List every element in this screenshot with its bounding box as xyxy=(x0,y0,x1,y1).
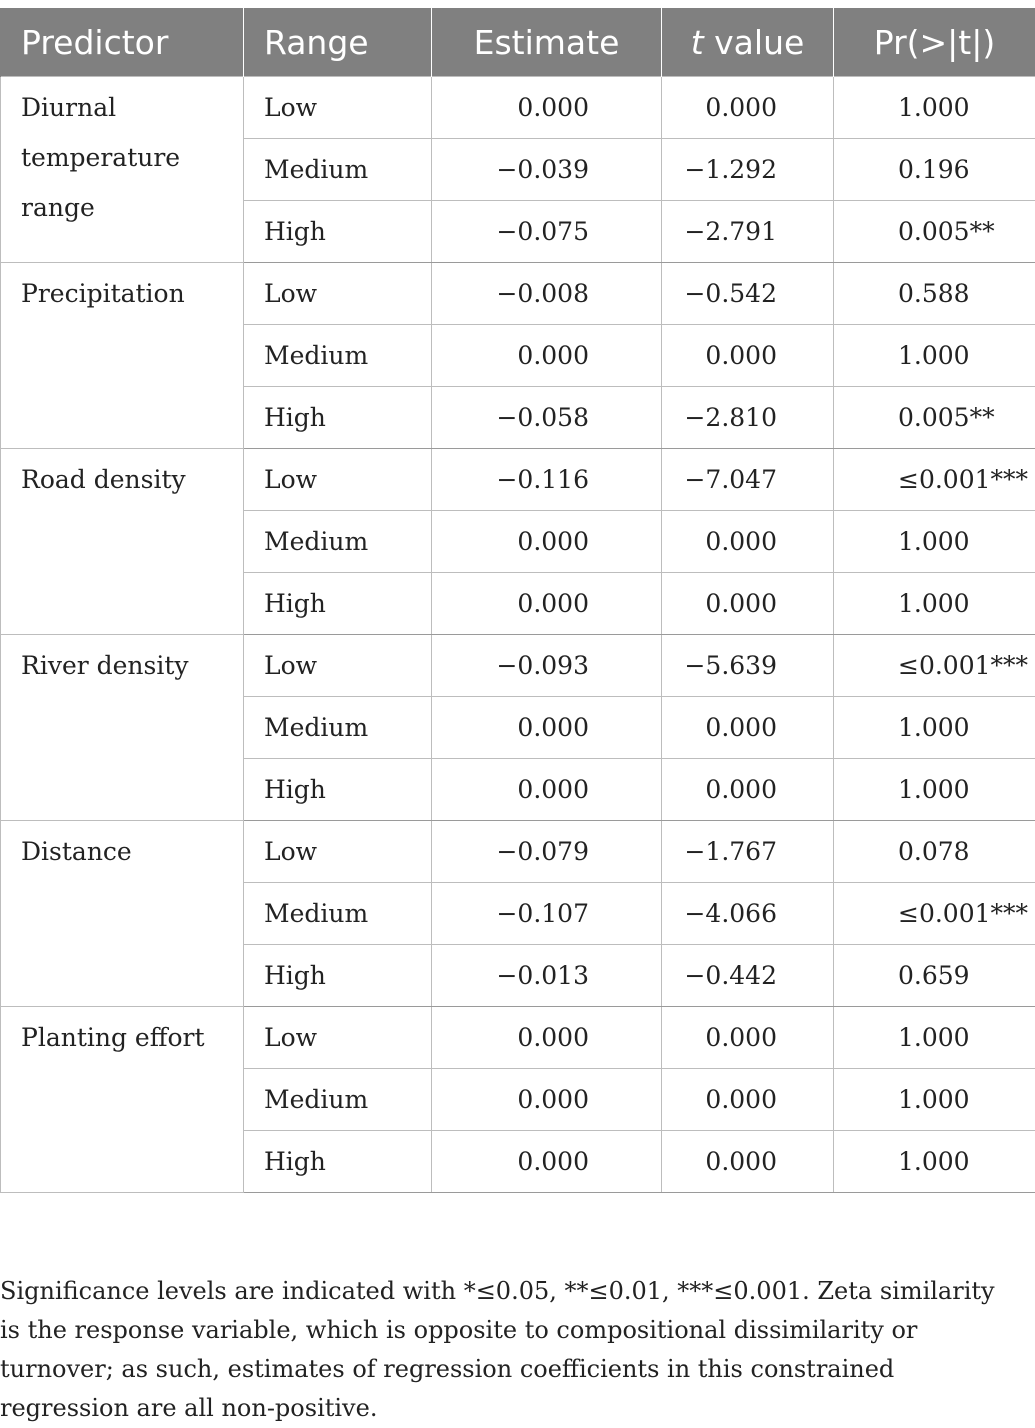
header-estimate: Estimate xyxy=(432,8,662,77)
header-p-value: Pr(>|t|) xyxy=(834,8,1035,77)
estimate-cell: −0.058 xyxy=(432,387,662,449)
table-row xyxy=(1,821,1035,883)
estimate-cell: 0.000 xyxy=(432,573,662,635)
header-range: Range xyxy=(244,8,432,77)
table-row xyxy=(1,1007,1035,1069)
t-value-cell: 0.000 xyxy=(662,573,834,635)
range-cell: High xyxy=(244,387,432,449)
p-value-cell: 1.000 xyxy=(834,573,1035,635)
t-value-cell: 0.000 xyxy=(662,759,834,821)
table-row xyxy=(1,635,1035,697)
p-value-cell: ≤0.001*** xyxy=(834,635,1035,697)
estimate-cell: 0.000 xyxy=(432,759,662,821)
range-cell: Low xyxy=(244,635,432,697)
range-cell: High xyxy=(244,945,432,1007)
predictor-cell: Road density xyxy=(1,449,244,635)
header-t-rest: value xyxy=(704,23,805,62)
p-value-cell: 0.005** xyxy=(834,201,1035,263)
table-row xyxy=(1,263,1035,325)
p-value-cell: 1.000 xyxy=(834,325,1035,387)
p-value-cell: 0.588 xyxy=(834,263,1035,325)
table-body xyxy=(1,77,1035,1193)
t-value-cell: 0.000 xyxy=(662,77,834,139)
t-value-cell: −0.442 xyxy=(662,945,834,1007)
p-value-cell: ≤0.001*** xyxy=(834,449,1035,511)
t-value-cell: −7.047 xyxy=(662,449,834,511)
range-cell: Medium xyxy=(244,1069,432,1131)
predictor-cell: Planting effort xyxy=(1,1007,244,1193)
p-value-cell: 1.000 xyxy=(834,77,1035,139)
t-value-cell: 0.000 xyxy=(662,325,834,387)
estimate-cell: 0.000 xyxy=(432,1007,662,1069)
estimate-cell: 0.000 xyxy=(432,1069,662,1131)
predictor-cell: Diurnal temperature range xyxy=(1,77,244,263)
p-value-cell: 1.000 xyxy=(834,1131,1035,1193)
header-t-value xyxy=(662,8,834,77)
range-cell: Low xyxy=(244,1007,432,1069)
range-cell: Medium xyxy=(244,325,432,387)
header-row xyxy=(1,8,1035,77)
range-cell: Medium xyxy=(244,883,432,945)
range-cell: Low xyxy=(244,449,432,511)
range-cell: High xyxy=(244,759,432,821)
p-value-cell: 1.000 xyxy=(834,697,1035,759)
range-cell: Medium xyxy=(244,139,432,201)
p-value-cell: 1.000 xyxy=(834,759,1035,821)
t-value-cell: −4.066 xyxy=(662,883,834,945)
range-cell: Low xyxy=(244,263,432,325)
t-value-cell: −2.810 xyxy=(662,387,834,449)
estimate-cell: 0.000 xyxy=(432,77,662,139)
p-value-cell: 0.005** xyxy=(834,387,1035,449)
table-footnote: Significance levels are indicated with *≤0.05, **≤0.01, ***≤0.001. Zeta similarity is the response variable, which is opposite to compositional dissimilarity or turnover; as such, estimates of regression coefficients in this constrained regression are all non-positive. xyxy=(0,1272,1000,1428)
regression-results-table xyxy=(0,8,1035,1193)
table-header xyxy=(1,8,1035,77)
estimate-cell: −0.079 xyxy=(432,821,662,883)
predictor-cell: River density xyxy=(1,635,244,821)
header-t-italic: t xyxy=(691,23,704,62)
results-table-container xyxy=(0,8,1035,1193)
range-cell: Medium xyxy=(244,511,432,573)
range-cell: High xyxy=(244,201,432,263)
t-value-cell: 0.000 xyxy=(662,511,834,573)
p-value-cell: 0.078 xyxy=(834,821,1035,883)
range-cell: Low xyxy=(244,821,432,883)
p-value-cell: 1.000 xyxy=(834,1007,1035,1069)
estimate-cell: 0.000 xyxy=(432,1131,662,1193)
estimate-cell: −0.093 xyxy=(432,635,662,697)
t-value-cell: −5.639 xyxy=(662,635,834,697)
estimate-cell: −0.116 xyxy=(432,449,662,511)
estimate-cell: −0.075 xyxy=(432,201,662,263)
estimate-cell: −0.039 xyxy=(432,139,662,201)
estimate-cell: −0.013 xyxy=(432,945,662,1007)
t-value-cell: −0.542 xyxy=(662,263,834,325)
t-value-cell: 0.000 xyxy=(662,1007,834,1069)
table-row xyxy=(1,77,1035,139)
t-value-cell: 0.000 xyxy=(662,697,834,759)
p-value-cell: 0.659 xyxy=(834,945,1035,1007)
t-value-cell: 0.000 xyxy=(662,1069,834,1131)
range-cell: High xyxy=(244,573,432,635)
t-value-cell: −2.791 xyxy=(662,201,834,263)
estimate-cell: −0.008 xyxy=(432,263,662,325)
estimate-cell: 0.000 xyxy=(432,511,662,573)
estimate-cell: 0.000 xyxy=(432,697,662,759)
t-value-cell: 0.000 xyxy=(662,1131,834,1193)
table-row xyxy=(1,449,1035,511)
predictor-cell: Distance xyxy=(1,821,244,1007)
range-cell: High xyxy=(244,1131,432,1193)
predictor-cell: Precipitation xyxy=(1,263,244,449)
p-value-cell: 1.000 xyxy=(834,511,1035,573)
t-value-cell: −1.292 xyxy=(662,139,834,201)
estimate-cell: 0.000 xyxy=(432,325,662,387)
t-value-cell: −1.767 xyxy=(662,821,834,883)
p-value-cell: 1.000 xyxy=(834,1069,1035,1131)
range-cell: Low xyxy=(244,77,432,139)
p-value-cell: 0.196 xyxy=(834,139,1035,201)
header-predictor: Predictor xyxy=(1,8,244,77)
range-cell: Medium xyxy=(244,697,432,759)
p-value-cell: ≤0.001*** xyxy=(834,883,1035,945)
estimate-cell: −0.107 xyxy=(432,883,662,945)
